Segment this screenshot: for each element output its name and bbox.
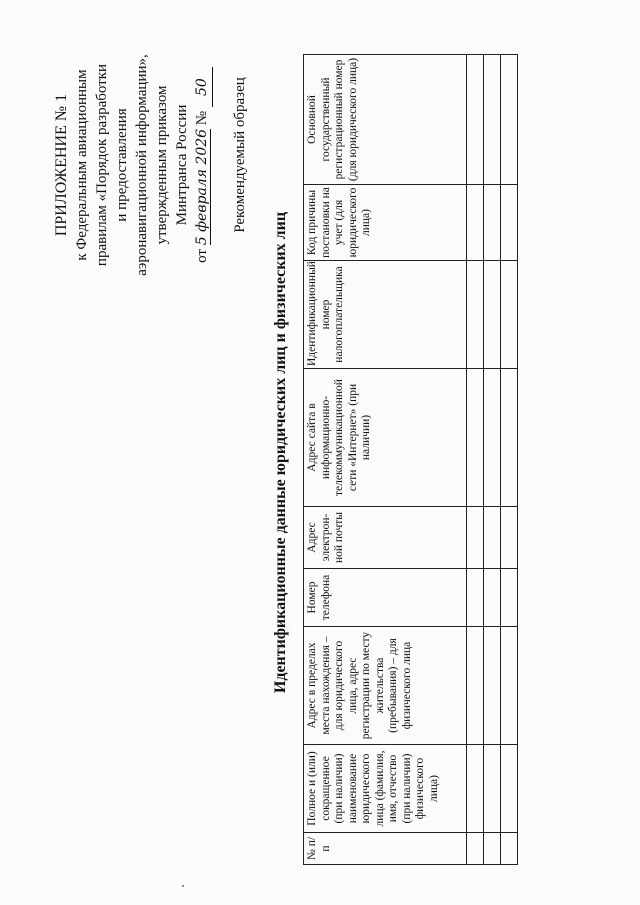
table-row [484,55,501,865]
document-title: Идентификационные данные юридических лиц и физических лиц [272,211,289,694]
table-cell [484,55,501,185]
table-cell [484,261,501,369]
handwritten-number: 50 [192,67,213,107]
col-header-kpp: Код причины постановки на учет (для юридического лица) [304,185,467,261]
col-header-ogrn: Основной государственный регистрационный номер (для юридического лица) [304,55,467,185]
table-cell [467,507,484,569]
appendix-line: правилам «Порядок разработки [94,63,110,267]
table-cell [467,627,484,745]
appendix-line: к Федеральным авиационным [74,69,90,261]
table-row [501,55,518,865]
table-row [467,55,484,865]
recommended-sample-label: Рекомендуемый образец [232,77,248,233]
col-header-name: Полное и (или) сокращенное (при наличии) наименование юридического лица (фамилия, имя, отчество (при наличии) физического лица) [304,745,467,833]
table-cell [467,569,484,627]
date-prefix: от [194,249,210,263]
table-cell [484,185,501,261]
table-cell [484,745,501,833]
col-header-number: № п/п [304,833,467,865]
appendix-line: утвержденным приказом [154,85,170,245]
appendix-block [52,35,213,295]
col-header-email: Адрес электрон-ной почты [304,507,467,569]
table-cell [501,369,518,507]
col-header-address: Адрес в пределах места нахождения – для юридического лица, адрес регистрации по месту жительства (пребывания) – для физического лица [304,627,467,745]
table-cell [467,55,484,185]
table-cell [467,185,484,261]
table-cell [501,745,518,833]
appendix-title: ПРИЛОЖЕНИЕ № 1 [53,93,70,237]
table-cell [484,569,501,627]
col-header-inn: Идентификационный номер налогоплательщика [304,261,467,369]
table-cell [467,261,484,369]
col-header-phone: Номер телефона [304,569,467,627]
table-cell [467,745,484,833]
table-cell [484,833,501,865]
appendix-line: аэронавигационной информации», [134,54,150,276]
col-header-website: Адрес сайта в информационно-телекоммуникационной сети «Интернет» (при наличии) [304,369,467,507]
table-cell [501,185,518,261]
table-cell [501,833,518,865]
table-cell [501,569,518,627]
table-cell [484,369,501,507]
table-cell [501,55,518,185]
table-cell [501,507,518,569]
table-cell [467,833,484,865]
table-header-row [304,55,467,865]
table-cell [484,627,501,745]
number-prefix: № [194,110,210,126]
appendix-line: Минтранса России [174,104,190,226]
table-cell [501,627,518,745]
handwritten-date: 5 февраля 2026 [194,128,210,246]
appendix-line: и предоставления [114,108,130,222]
order-date-row [192,35,213,295]
table-cell [501,261,518,369]
identification-table [303,54,518,865]
table-cell [484,507,501,569]
scan-dot [182,885,184,887]
table-cell [467,369,484,507]
